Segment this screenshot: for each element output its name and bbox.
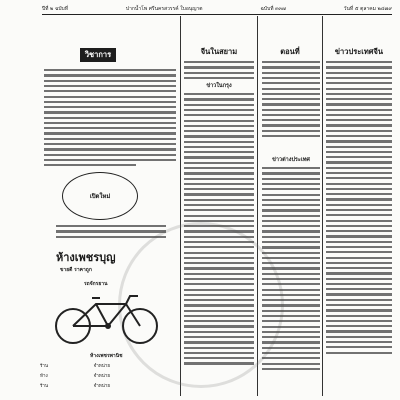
column-text	[44, 66, 176, 166]
column-text	[184, 90, 254, 365]
footer-cell: จำหน่าย	[93, 384, 110, 389]
header-date: วันที่ ๕ ตุลาคม ๒๔๗๙	[343, 6, 392, 12]
ad-footer-row	[40, 382, 110, 389]
page-header	[42, 4, 392, 15]
ad-line: ห้างเพชรพานิช	[90, 353, 123, 359]
column-text	[262, 58, 320, 137]
footer-cell: ห้าง	[40, 374, 48, 379]
footer-cell: จำหน่าย	[93, 364, 110, 369]
column-heading: วิชาการ	[80, 48, 116, 62]
ad-oval: เปิดใหม่	[62, 172, 138, 220]
ad-text	[56, 222, 166, 238]
header-left: ปีที่ ๒ ฉบับที่	[42, 6, 68, 12]
column-heading: จีนในสยาม	[200, 47, 238, 56]
ad-line: ขายดี ราคาถูก	[60, 267, 92, 273]
header-issue: ฉบับที่ ๓๓๗	[260, 6, 286, 12]
header-title: ปากน้ำโพ ศรีนครสวรรค์ ใบอนุญาต	[125, 6, 203, 12]
ad-footer-row	[40, 362, 110, 369]
column-text	[326, 58, 392, 354]
footer-cell: จำหน่าย	[93, 374, 110, 379]
bicycle-illustration	[48, 288, 168, 348]
column-heading: ตอนที่	[280, 47, 300, 56]
column-text	[262, 164, 320, 370]
column-heading: ข่าวประเทศจีน	[334, 47, 384, 56]
footer-cell: ร้าน	[40, 384, 49, 389]
footer-cell: ร้าน	[40, 364, 49, 369]
ad-footer-row	[40, 372, 110, 379]
column-text	[184, 58, 254, 79]
ad-shop-name: ห้างเพชรบุญ	[56, 251, 116, 264]
column-subhead: ข่าวต่างประเทศ	[272, 157, 310, 163]
column-subhead: ข่าวในกรุง	[206, 83, 232, 89]
ad-line: รถจักรยาน	[84, 281, 108, 287]
column-rule	[322, 16, 323, 396]
